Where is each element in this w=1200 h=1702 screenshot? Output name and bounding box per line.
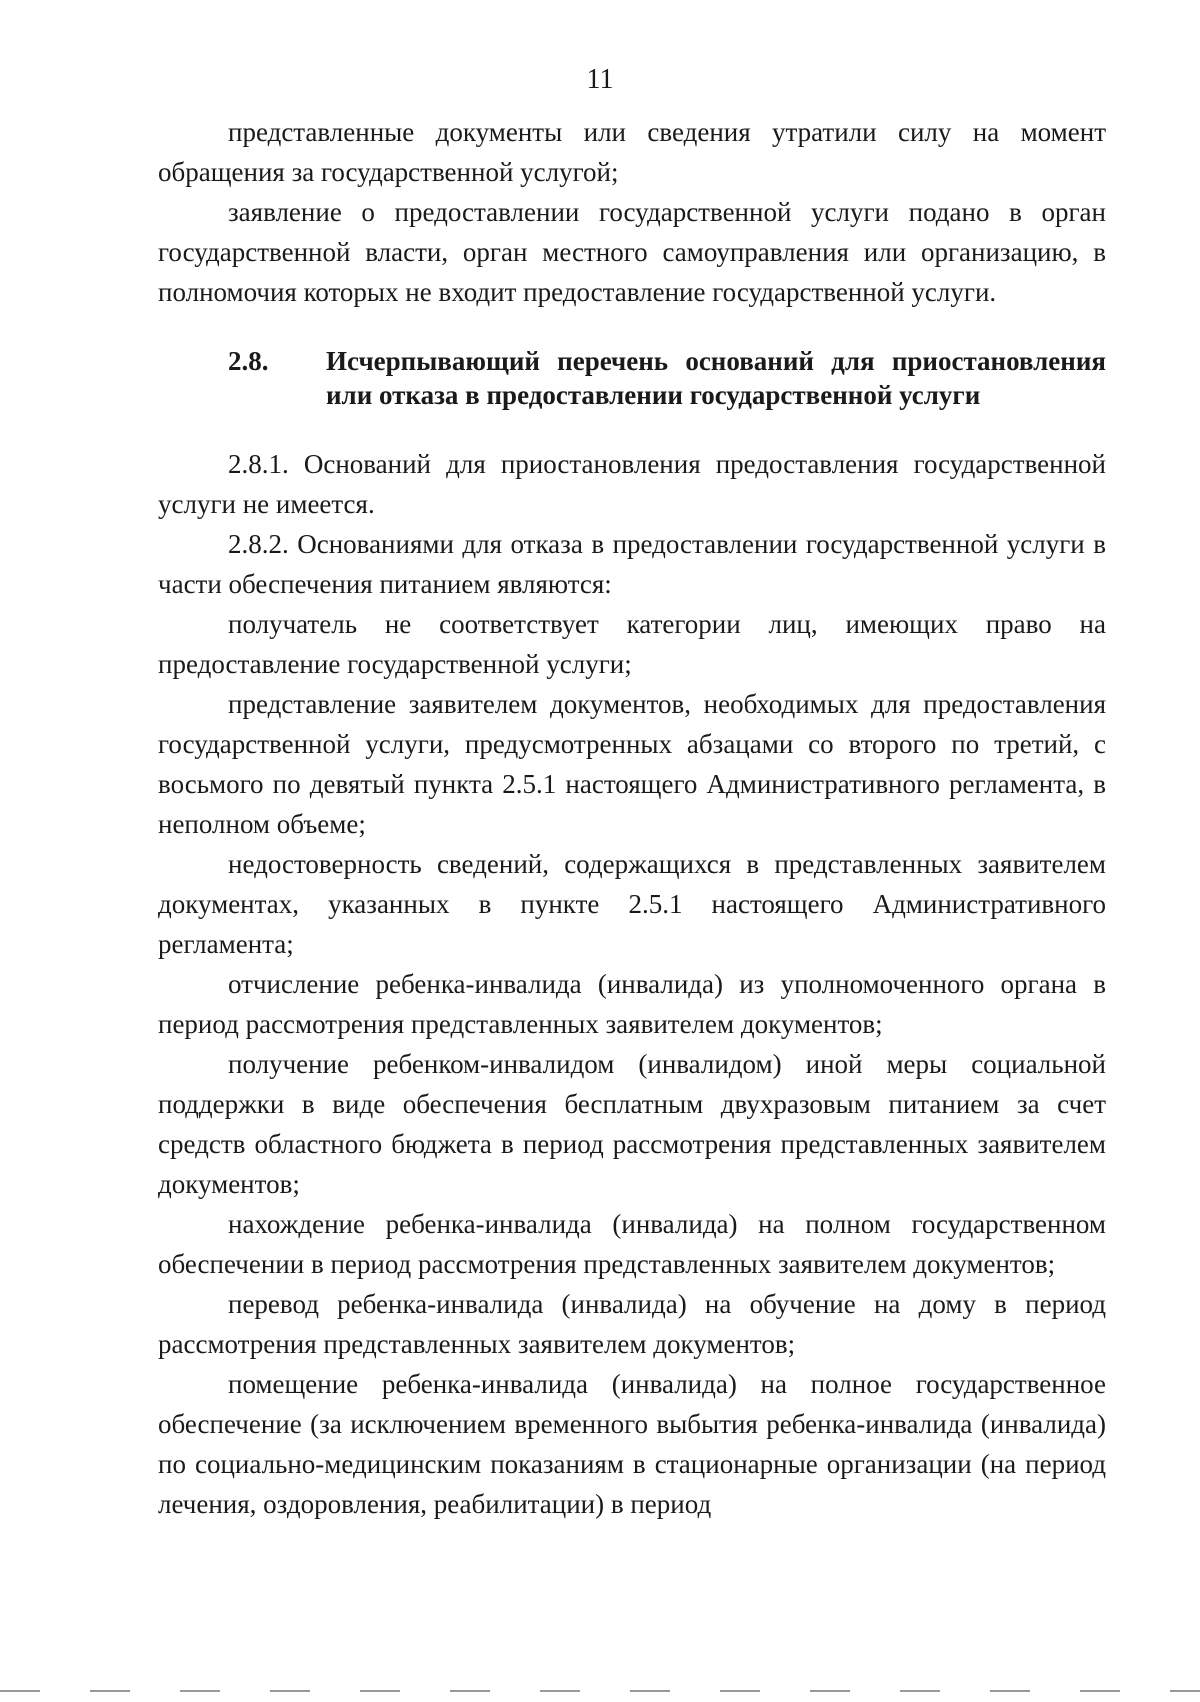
paragraph: перевод ребенка-инвалида (инвалида) на обучение на дому в период рассмотрения представленных заявителем документов;: [158, 1289, 1106, 1359]
paragraph: нахождение ребенка-инвалида (инвалида) на полном государственном обеспечении в период рассмотрения представленных заявителем документов;: [158, 1209, 1106, 1279]
scan-edge-divider: [0, 1690, 1200, 1692]
section-heading: [158, 344, 1106, 412]
paragraph: отчисление ребенка-инвалида (инвалида) из уполномоченного органа в период рассмотрения представленных заявителем документов;: [158, 969, 1106, 1039]
paragraph: получатель не соответствует категории лиц, имеющих право на предоставление государственной услуги;: [158, 609, 1106, 679]
document-body: [158, 112, 1106, 1524]
paragraph: 2.8.1. Оснований для приостановления предоставления государственной услуги не имеется.: [158, 449, 1106, 519]
section-number: 2.8.: [228, 346, 269, 376]
paragraph: представленные документы или сведения утратили силу на момент обращения за государственной услугой;: [158, 117, 1106, 187]
paragraph: помещение ребенка-инвалида (инвалида) на полное государственное обеспечение (за исключением временного выбытия ребенка-инвалида (инвалида) по социально-медицинским показаниям в стационарные организации (на период лечения, оздоровления, реабилитации) в период: [158, 1369, 1106, 1519]
paragraph: 2.8.2. Основаниями для отказа в предоставлении государственной услуги в части обеспечения питанием являются:: [158, 529, 1106, 599]
paragraph: получение ребенком-инвалидом (инвалидом) иной меры социальной поддержки в виде обеспечения бесплатным двухразовым питанием за счет средств областного бюджета в период рассмотрения представленных заявителем документов;: [158, 1049, 1106, 1199]
section-title: Исчерпывающий перечень оснований для приостановления или отказа в предоставлении государственной услуги: [326, 346, 1106, 410]
paragraph: представление заявителем документов, необходимых для предоставления государственной услуги, предусмотренных абзацами со второго по третий, с восьмого по девятый пункта 2.5.1 настоящего Административного регламента, в неполном объеме;: [158, 689, 1106, 839]
paragraph: недостоверность сведений, содержащихся в представленных заявителем документах, указанных в пункте 2.5.1 настоящего Административного регламента;: [158, 849, 1106, 959]
page-number: 11: [586, 64, 614, 95]
paragraph: заявление о предоставлении государственной услуги подано в орган государственной власти, орган местного самоуправления или организацию, в полномочия которых не входит предоставление государственной услуги.: [158, 197, 1106, 307]
